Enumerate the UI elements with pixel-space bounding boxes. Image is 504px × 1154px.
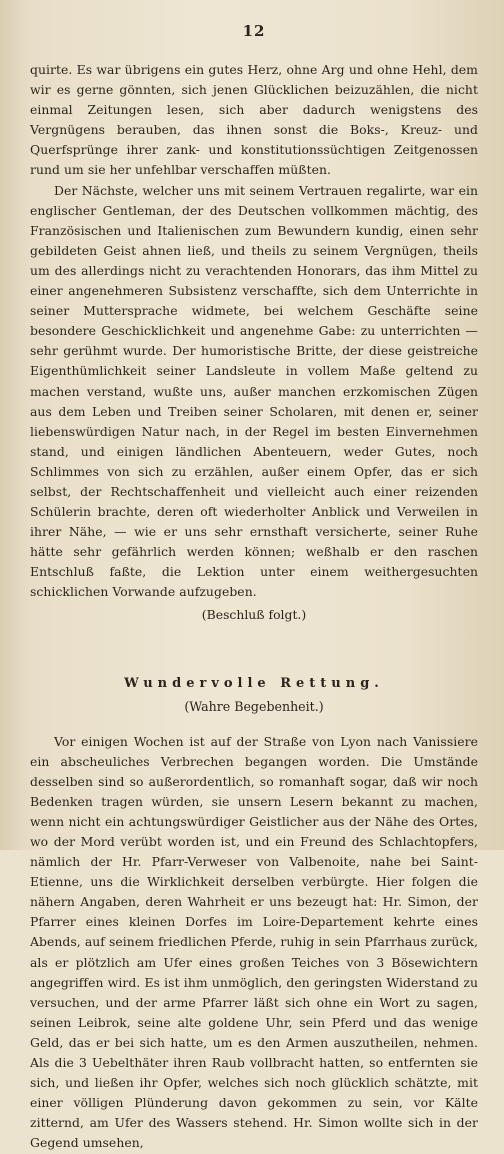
article-paragraph: Vor einigen Wochen ist auf der Straße von Lyon nach Vanissiere ein abscheuliches Verbrechen begangen worden. Die Umstände desselben sind so außerordentlich, so romanhaft sogar, daß wir noch Bedenken tragen würden, sie unsern Lesern bekannt zu machen, wenn nicht ein achtungswürdiger Geistlicher aus der Nähe des Ortes, wo der Mord verübt worden ist, und ein Freund des Schlachtopfers, nämlich der Hr. Pfarr-Verweser von Valbenoite, nahe bei Saint-Etienne, uns die Wirklichkeit derselben verbürgte. Hier folgen die nähern Angaben, deren Wahrheit er uns bezeugt hat: Hr. Simon, der Pfarrer eines kleinen Dorfes im Loire-Departement kehrte eines Abends, auf seinem friedlichen Pferde, ruhig in sein Pfarrhaus zurück, als er plötzlich am Ufer eines großen Teiches von 3 Bösewichtern angegriffen wird. Es ist ihm unmöglich, den geringsten Widerstand zu versuchen, und der arme Pfarrer läßt sich ohne ein Wort zu sagen, seinen Leibrok, seine alte goldene Uhr, sein Pferd und das wenige Geld, das er bei sich hatte, um es den Armen auszutheilen, nehmen. Als die 3 Uebelthäter ihren Raub vollbracht hatten, so entfernten sie sich, und ließen ihr Opfer, welches sich noch glücklich schätzte, mit einer völligen Plünderung davon gekommen zu sein, vor Kälte zitternd, am Ufer des Wassers stehend. Hr. Simon wollte sich in der Gegend umsehen, — [30, 733, 478, 1151]
paragraph-1: quirte. Es war übrigens ein gutes Herz, ohne Arg und ohne Hehl, dem wir es gerne gönnten, sich jenen Glücklichen beizuzählen, die nicht einmal Zeitungen lesen, sich aber dadurch wenigstens des Vergnügens berauben, das ihnen sonst die Boks-, Kreuz- und Querfsprünge ihrer zank- und konstitutionssüchtigen Zeitgenossen rund um sie her unfehlbar verschaffen müßten. — [30, 62, 478, 178]
article-title: Wundervolle Rettung. — [124, 675, 384, 691]
article-subtitle: (Wahre Begebenheit.) — [184, 698, 324, 714]
continuation-note: (Beschluß folgt.) — [201, 606, 307, 622]
paragraph-2: Der Nächste, welcher uns mit seinem Vertrauen regalirte, war ein englischer Gentleman, der des Deutschen vollkommen mächtig, des Französischen und Italienischen zum Bewundern kundig, einen sehr gebildeten Geist ahnen ließ, und theils zu seinem Vergnügen, theils um des allerdings nicht zu verachtenden Honorars, das ihm Mittel zu einer angenehmeren Subsistenz verschaffte, sich dem Unterrichte in seiner Muttersprache widmete, bei welchem Geschäfte seine besondere Geschicklichkeit und angenehme Gabe: zu unterrichten — sehr gerühmt wurde. Der humoristische Britte, der diese geistreiche Eigenthümlichkeit seiner Landsleute in vollem Maße geltend zu machen verstand, wußte uns, außer manchen erzkomischen Zügen aus dem Leben und Treiben seiner Scholaren, mit denen er, seiner liebenswürdigen Natur nach, in der Regel im besten Einvernehmen stand, und einigen ländlichen Abenteuern, weder Gutes, noch Schlimmes von sich zu erzählen, außer einem Opfer, das er sich selbst, der Rechtschaffenheit und vielleicht auch einer reizenden Schülerin brachte, deren oft wiederholter Anblick und Verweilen in ihrer Nähe, — wie er uns sehr ernsthaft versicherte, seiner Ruhe hätte sehr gefährlich werden können; weßhalb er den raschen Entschluß faßte, die Lektion unter einem weithergesuchten schicklichen Vorwande aufzugeben. — [30, 182, 478, 600]
page-number: 12 — [242, 22, 266, 40]
